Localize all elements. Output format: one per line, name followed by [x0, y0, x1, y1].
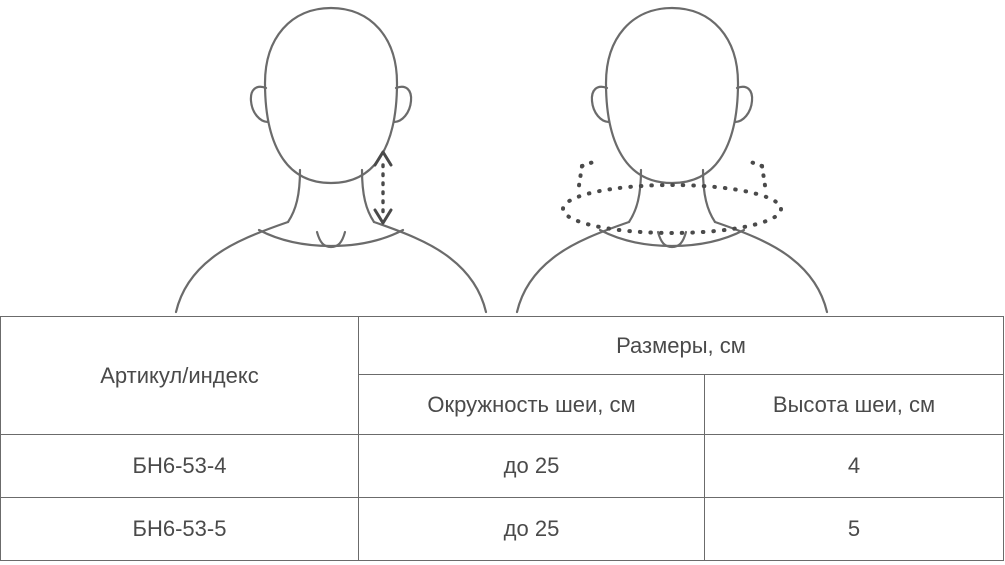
row-0-article: БН6-53-4: [1, 435, 359, 498]
header-neck-height: Высота шеи, см: [705, 375, 1004, 435]
header-article: Артикул/индекс: [1, 317, 359, 435]
neck-circumference-measure: [563, 161, 781, 233]
table-header-row-top: [1, 317, 1004, 375]
row-0-height: 4: [705, 435, 1004, 498]
size-table: [0, 316, 1004, 561]
table-row: [1, 498, 1004, 561]
neck-height-measure-arrow: [375, 152, 391, 223]
header-neck-circumference: Окружность шеи, см: [359, 375, 705, 435]
right-figure-body: [517, 8, 827, 312]
table-row: [1, 435, 1004, 498]
left-figure-body: [176, 8, 486, 312]
row-0-circumference: до 25: [359, 435, 705, 498]
row-1-circumference: до 25: [359, 498, 705, 561]
row-1-article: БН6-53-5: [1, 498, 359, 561]
header-sizes-group: Размеры, см: [359, 317, 1004, 375]
row-1-height: 5: [705, 498, 1004, 561]
